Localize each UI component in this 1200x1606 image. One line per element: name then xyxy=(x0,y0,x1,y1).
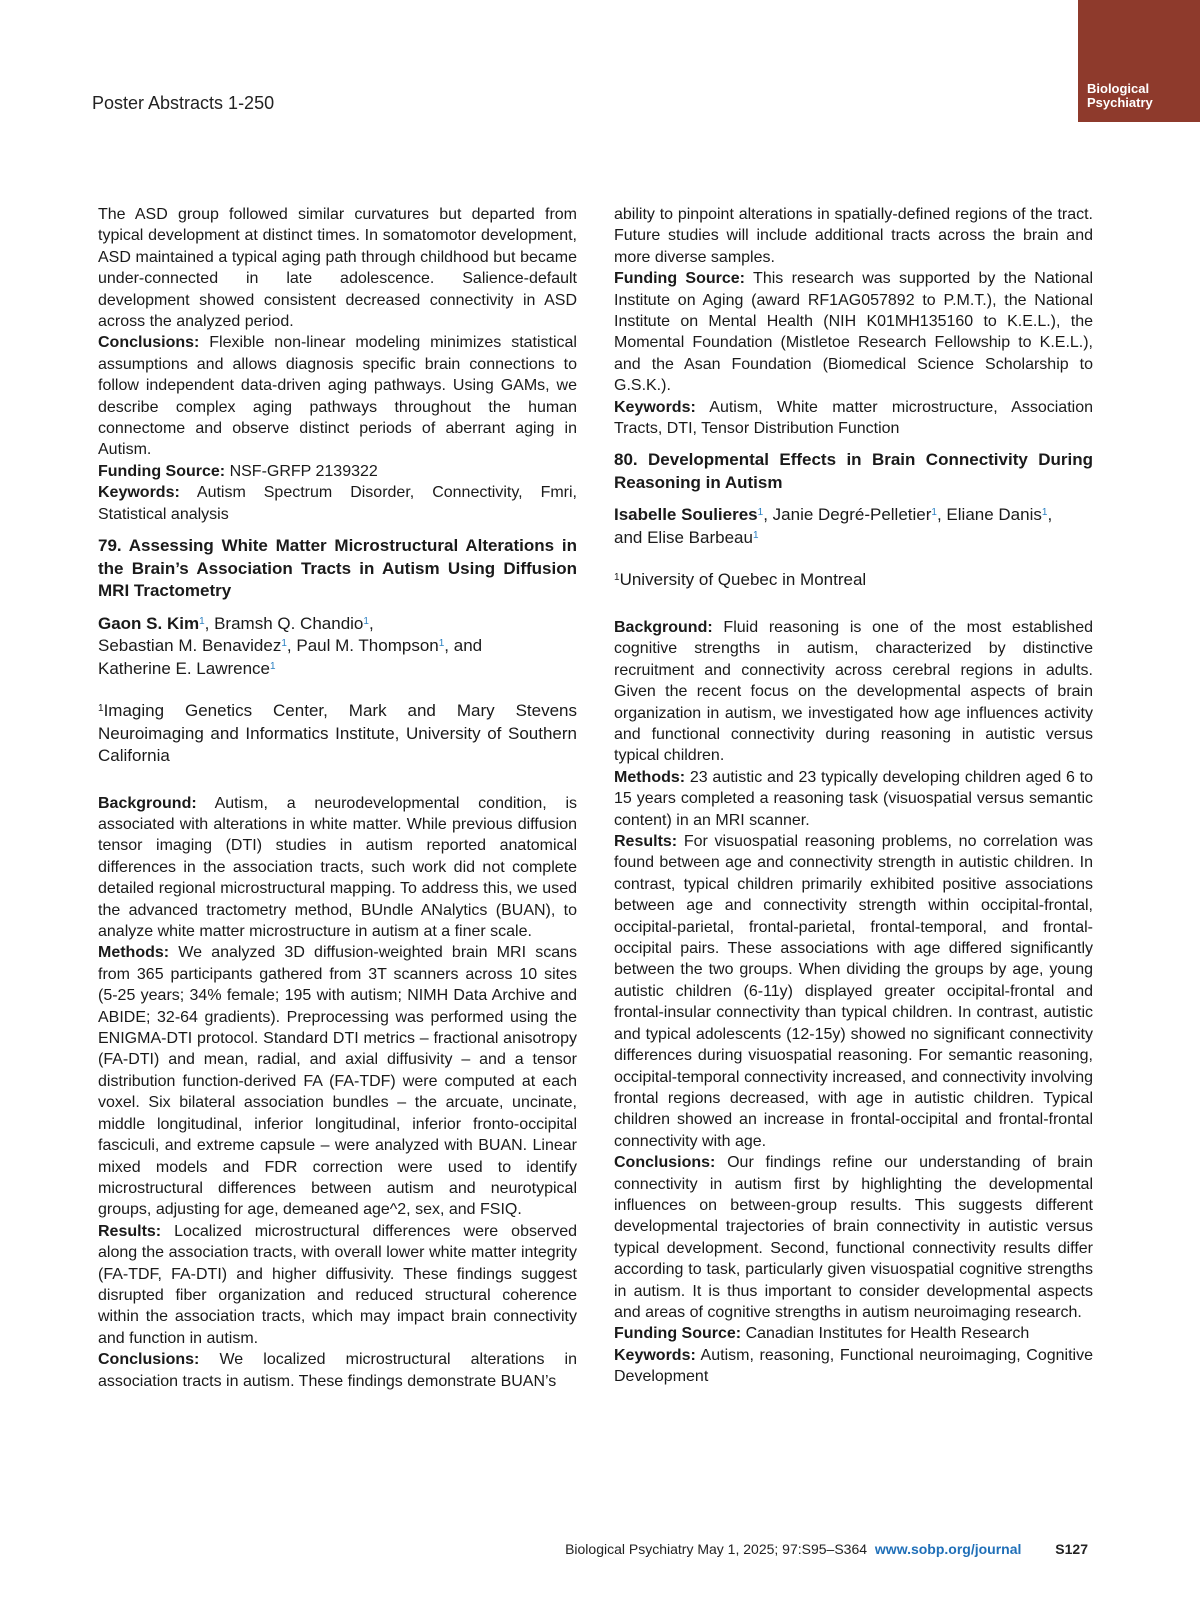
author-affiliation-marker[interactable]: 1 xyxy=(757,507,764,519)
author-affiliation-marker[interactable]: 1 xyxy=(199,615,205,627)
left-column xyxy=(98,204,577,1392)
abstract-79-results: Results: Localized microstructural differences were observed along the association tracts, with overall lower white matter integrity (FA-TDF, FA-DTI) and higher diffusivity. These findings suggest disrupted fiber organization and reduced structural coherence within the association tracts, which may impact brain connectivity and function in autism. xyxy=(98,1222,577,1347)
abstract-80-methods: Methods: 23 autistic and 23 typically developing children aged 6 to 15 years completed a reasoning task (visuospatial versus semantic content) in an MRI scanner. xyxy=(614,768,1093,829)
author-affiliation-marker[interactable]: 1 xyxy=(281,638,287,650)
author-affiliation-marker[interactable]: 1 xyxy=(270,660,276,672)
author-name: Bramsh Q. Chandio xyxy=(214,613,364,633)
running-header: Poster Abstracts 1-250 xyxy=(92,93,275,113)
footer-citation: Biological Psychiatry May 1, 2025; 97:S95–S364 xyxy=(565,1541,868,1557)
abstract-79-title: 79. Assessing White Matter Microstructural Alterations in the Brain’s Association Tracts in Autism Using Diffusion MRI Tractometry xyxy=(98,536,577,601)
author-name: Sebastian M. Benavidez xyxy=(98,636,282,656)
author-affiliation-marker[interactable]: 1 xyxy=(438,638,445,650)
page-footer xyxy=(565,1541,1088,1557)
abstract-80-title: 80. Developmental Effects in Brain Connectivity During Reasoning in Autism xyxy=(614,450,1093,492)
journal-link[interactable]: www.sobp.org/journal xyxy=(874,1541,1022,1557)
abstract-80-affiliation: $^1$University of Quebec in Montreal xyxy=(614,570,867,590)
abstract-80-keywords: Keywords: Autism, reasoning, Functional neuroimaging, Cognitive Development xyxy=(614,1346,1094,1386)
abstract-79-keywords: Keywords: Autism, White matter microstructure, Association Tracts, DTI, Tensor Distribution Function xyxy=(614,398,1093,438)
author-name: Katherine E. Lawrence xyxy=(98,658,270,678)
author-name: Eliane Danis xyxy=(946,505,1042,525)
abstract-80-results: Results: For visuospatial reasoning problems, no correlation was found between age and connectivity strength in autistic children. In contrast, typical children primarily exhibited positive associations between age and connectivity strength within occipital-frontal, occipital-parietal, frontal-parietal, frontal-temporal, and frontal-occipital pairs. These associations with age differed significantly between the two groups. When dividing the groups by age, young autistic children (6-11y) displayed greater occipital-frontal and frontal-insular connectivity than typical children. In contrast, autistic and typical adolescents (12-15y) showed no significant connectivity differences during visuospatial reasoning. For semantic reasoning, occipital-temporal connectivity increased, and connectivity involving frontal regions decreased, with age in autistic children. Typical children showed an increase in frontal-occipital and frontal-frontal connectivity with age. xyxy=(614,833,1093,1150)
author-name: Gaon S. Kim xyxy=(98,613,200,633)
abstract-79-authors: Gaon S. Kim$^1$, Bramsh Q. Chandio$^1$, Sebastian M. Benavidez$^1$, Paul M. Thompson$^1$, and Katherine E. Lawrence$^1$ xyxy=(98,613,483,678)
journal-logo-badge xyxy=(1078,0,1200,122)
abstract-79-conclusions-continuation: ability to pinpoint alterations in spatially-defined regions of the tract. Future studies will include additional tracts across the brain and more diverse samples. xyxy=(614,206,1093,266)
author-affiliation-marker[interactable]: 1 xyxy=(931,507,937,519)
page-number: S127 xyxy=(1055,1541,1088,1557)
prev-abstract-keywords: Keywords: Autism Spectrum Disorder, Connectivity, Fmri, Statistical analysis xyxy=(98,484,577,523)
author-name: Paul M. Thompson xyxy=(296,636,439,656)
prev-abstract-conclusions: Conclusions: Flexible non-linear modeling minimizes statistical assumptions and allows diagnosis specific brain connections to follow independent data-driven aging pathways. Using GAMs, we describe complex aging pathways throughout the human connectome and observe distinct periods of aberrant aging in Autism. xyxy=(98,334,577,459)
prev-abstract-funding: Funding Source: NSF-GRFP 2139322 xyxy=(98,462,378,480)
author-affiliation-marker[interactable]: 1 xyxy=(363,615,369,627)
prev-abstract-continuation: The ASD group followed similar curvatures but departed from typical development at distinct times. In somatomotor development, ASD maintained a typical aging path through childhood but became under-connected in late adolescence. Salience-default development showed consistent decreased connectivity in ASD across the analyzed period. xyxy=(98,206,577,331)
journal-logo-text: Biological Psychiatry xyxy=(1087,81,1153,110)
abstract-79-affiliation: $^1$Imaging Genetics Center, Mark and Mary Stevens Neuroimaging and Informatics Institute, University of Southern California xyxy=(98,701,577,766)
author-name: Janie Degré-Pelletier xyxy=(772,505,932,525)
abstract-80-conclusions: Conclusions: Our findings refine our understanding of brain connectivity in autism first by highlighting the developmental influences on between-group results. This suggests different developmental trajectories of brain connectivity in autistic versus typical development. Second, functional connectivity results differ according to task, particularly given visuospatial cognitive strengths in autism. It is thus important to consider developmental aspects and areas of cognitive strengths in autism neuroimaging research. xyxy=(614,1154,1093,1321)
abstract-79-conclusions: Conclusions: We localized microstructural alterations in association tracts in autism. These findings demonstrate BUAN’s xyxy=(98,1351,577,1390)
abstract-80-authors: Isabelle Soulieres$^1$, Janie Degré-Pelletier$^1$, Eliane Danis$^1$, and Elise Barbeau$^1$ xyxy=(614,505,1053,547)
abstract-80-background: Background: Fluid reasoning is one of the most established cognitive strengths in autism, characterized by distinctive recruitment and connectivity across cerebral regions in adults. Given the recent focus on the developmental aspects of brain organization in autism, we investigated how age influences activity and functional connectivity during reasoning in autistic versus typical children. xyxy=(614,618,1093,765)
abstract-79-methods: Methods: We analyzed 3D diffusion-weighted brain MRI scans from 365 participants gathered from 3T scanners across 10 sites (5-25 years; 34% female; 195 with autism; NIMH Data Archive and ABIDE; 32-64 gradients). Preprocessing was performed using the ENIGMA-DTI protocol. Standard DTI metrics – fractional anisotropy (FA-DTI) and mean, radial, and axial diffusivity – and a tensor distribution function-derived FA (FA-TDF) were computed at each voxel. Six bilateral association bundles – the arcuate, uncinate, middle longitudinal, inferior longitudinal, inferior fronto-occipital fasciculi, and extreme capsule – were analyzed with BUAN. Linear mixed models and FDR correction were used to identify microstructural differences between autism and neurotypical groups, adjusting for age, demeaned age^2, sex, and FSIQ. xyxy=(98,944,577,1219)
right-column xyxy=(614,204,1093,1388)
abstract-79-funding: Funding Source: This research was supported by the National Institute on Aging (award RF1AG057892 to P.M.T.), the National Institute on Mental Health (NIH K01MH135160 to K.E.L.), the Momental Foundation (Mistletoe Research Fellowship to K.E.L.), and the Asan Foundation (Biomedical Science Scholarship to G.S.K.). xyxy=(614,270,1093,395)
author-affiliation-marker[interactable]: 1 xyxy=(752,529,759,541)
author-name: Isabelle Soulieres xyxy=(614,505,758,525)
abstract-80-funding: Funding Source: Canadian Institutes for Health Research xyxy=(614,1325,1030,1343)
abstract-79-background: Background: Autism, a neurodevelopmental condition, is associated with alterations in white matter. While previous diffusion tensor imaging (DTI) studies in autism reported anatomical differences in the association tracts, such work did not complete detailed regional microstructural mapping. To address this, we used the advanced tractometry method, BUndle ANalytics (BUAN), to analyze white matter microstructure in autism at a finer scale. xyxy=(98,794,578,941)
author-name: Elise Barbeau xyxy=(647,527,753,547)
author-affiliation-marker[interactable]: 1 xyxy=(1041,507,1048,519)
